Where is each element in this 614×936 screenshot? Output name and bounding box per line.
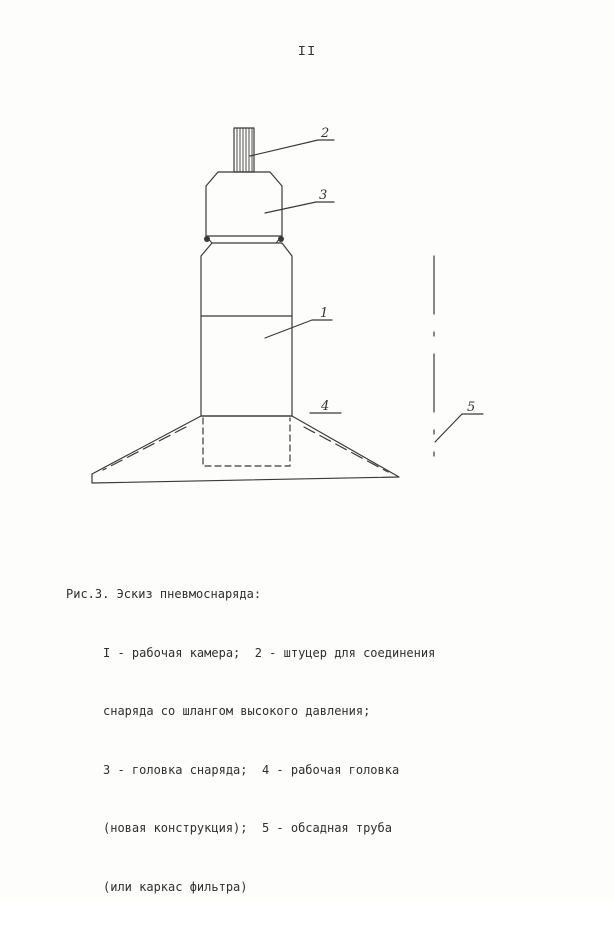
callout-2: 2: [321, 126, 330, 141]
caption-line: (или каркас фильтра): [103, 879, 248, 894]
leader-3: [265, 202, 334, 213]
callout-5: 5: [467, 400, 476, 415]
caption-line: 3 - головка снаряда; 4 - рабочая головка: [103, 762, 400, 777]
caption-line: (новая конструкция); 5 - обсадная труба: [103, 821, 392, 835]
projectile-head: [206, 172, 282, 236]
leader-5: [435, 414, 483, 442]
chamber-lower-dashed: [203, 418, 290, 466]
callout-4: 4: [321, 399, 330, 414]
caption-title: Рис.3. Эскиз пневмоснаряда:: [66, 587, 262, 601]
figure-caption: [66, 546, 586, 936]
caption-line: I - рабочая камера; 2 - штуцер для соединения: [103, 645, 436, 660]
working-chamber: [201, 243, 292, 416]
callout-3: 3: [319, 188, 328, 203]
head-joint: [206, 236, 282, 243]
caption-line: снаряда со шлангом высокого давления;: [103, 704, 371, 718]
page-number: II: [297, 44, 317, 60]
callout-1: 1: [320, 306, 329, 321]
leader-1: [265, 320, 332, 338]
leader-2: [250, 140, 334, 156]
fitting-nipple: [234, 128, 254, 172]
working-head-skirt: [92, 416, 399, 483]
